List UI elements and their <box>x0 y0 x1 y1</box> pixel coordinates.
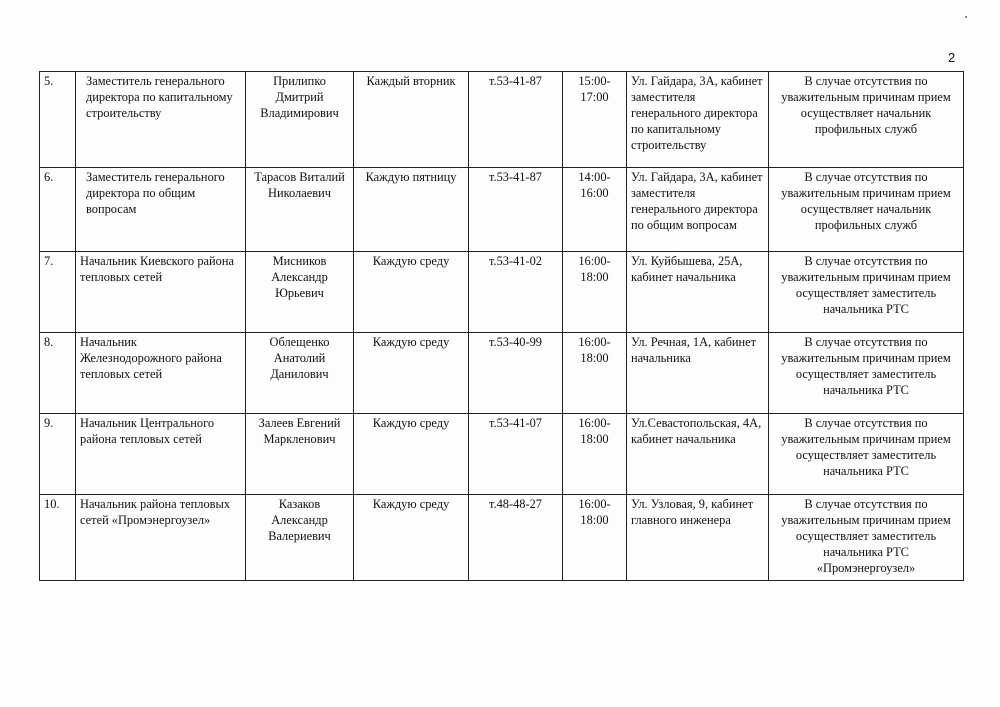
note-cell: В случае отсутствия по уважительным причинам прием осуществляет заместитель начальника РТС <box>769 333 964 414</box>
table-row <box>40 495 964 581</box>
reception-time-cell: 15:00-17:00 <box>563 72 627 168</box>
address-cell: Ул. Гайдара, 3А, кабинет заместителя генерального директора по общим вопросам <box>627 168 769 252</box>
reception-day-cell: Каждую среду <box>354 414 469 495</box>
phone-cell: т.53-41-02 <box>469 252 563 333</box>
position-text: Заместитель генерального директора по капитальному строительству <box>86 74 233 120</box>
address-cell: Ул. Куйбышева, 25А, кабинет начальника <box>627 252 769 333</box>
table-row <box>40 333 964 414</box>
position-cell: Начальник Киевского района тепловых сетей <box>76 252 246 333</box>
note-cell: В случае отсутствия по уважительным причинам прием осуществляет начальник профильных служб <box>769 168 964 252</box>
position-text: Заместитель генерального директора по общим вопросам <box>86 170 225 216</box>
address-cell: Ул.Севастопольская, 4А, кабинет начальника <box>627 414 769 495</box>
note-cell: В случае отсутствия по уважительным причинам прием осуществляет заместитель начальника РТС <box>769 252 964 333</box>
table-row <box>40 168 964 252</box>
official-name-cell: Мисников Александр Юрьевич <box>246 252 354 333</box>
table-row <box>40 72 964 168</box>
position-cell: Начальник Железнодорожного района тепловых сетей <box>76 333 246 414</box>
position-cell <box>76 168 246 252</box>
phone-cell: т.53-40-99 <box>469 333 563 414</box>
official-name-cell: Залеев Евгений Маркленович <box>246 414 354 495</box>
note-cell: В случае отсутствия по уважительным причинам прием осуществляет заместитель начальника РТС «Промэнергоузел» <box>769 495 964 581</box>
scan-speck <box>965 16 967 18</box>
address-cell: Ул. Гайдара, 3А, кабинет заместителя генерального директора по капитальному строительству <box>627 72 769 168</box>
table-row <box>40 414 964 495</box>
official-name-cell: Казаков Александр Валериевич <box>246 495 354 581</box>
address-cell: Ул. Узловая, 9, кабинет главного инженера <box>627 495 769 581</box>
reception-schedule-table <box>39 71 964 581</box>
table-row <box>40 252 964 333</box>
reception-time-cell: 14:00-16:00 <box>563 168 627 252</box>
reception-day-cell: Каждую среду <box>354 252 469 333</box>
reception-day-cell: Каждую среду <box>354 333 469 414</box>
official-name-cell: Прилипко Дмитрий Владимирович <box>246 72 354 168</box>
row-number: 9. <box>40 414 76 495</box>
row-number: 10. <box>40 495 76 581</box>
page-number: 2 <box>948 50 956 65</box>
reception-day-cell: Каждую среду <box>354 495 469 581</box>
reception-time-cell: 16:00-18:00 <box>563 252 627 333</box>
note-cell: В случае отсутствия по уважительным причинам прием осуществляет заместитель начальника РТС <box>769 414 964 495</box>
reception-time-cell: 16:00-18:00 <box>563 333 627 414</box>
position-cell: Начальник района тепловых сетей «Промэнергоузел» <box>76 495 246 581</box>
position-cell: Начальник Центрального района тепловых сетей <box>76 414 246 495</box>
row-number: 6. <box>40 168 76 252</box>
row-number: 8. <box>40 333 76 414</box>
official-name-cell: Тарасов Виталий Николаевич <box>246 168 354 252</box>
note-cell: В случае отсутствия по уважительным причинам прием осуществляет начальник профильных служб <box>769 72 964 168</box>
position-cell <box>76 72 246 168</box>
phone-cell: т.53-41-87 <box>469 72 563 168</box>
reception-time-cell: 16:00-18:00 <box>563 414 627 495</box>
phone-cell: т.53-41-87 <box>469 168 563 252</box>
phone-cell: т.48-48-27 <box>469 495 563 581</box>
row-number: 5. <box>40 72 76 168</box>
reception-day-cell: Каждую пятницу <box>354 168 469 252</box>
phone-cell: т.53-41-07 <box>469 414 563 495</box>
reception-time-cell: 16:00-18:00 <box>563 495 627 581</box>
address-cell: Ул. Речная, 1А, кабинет начальника <box>627 333 769 414</box>
reception-day-cell: Каждый вторник <box>354 72 469 168</box>
row-number: 7. <box>40 252 76 333</box>
official-name-cell: Облещенко Анатолий Данилович <box>246 333 354 414</box>
